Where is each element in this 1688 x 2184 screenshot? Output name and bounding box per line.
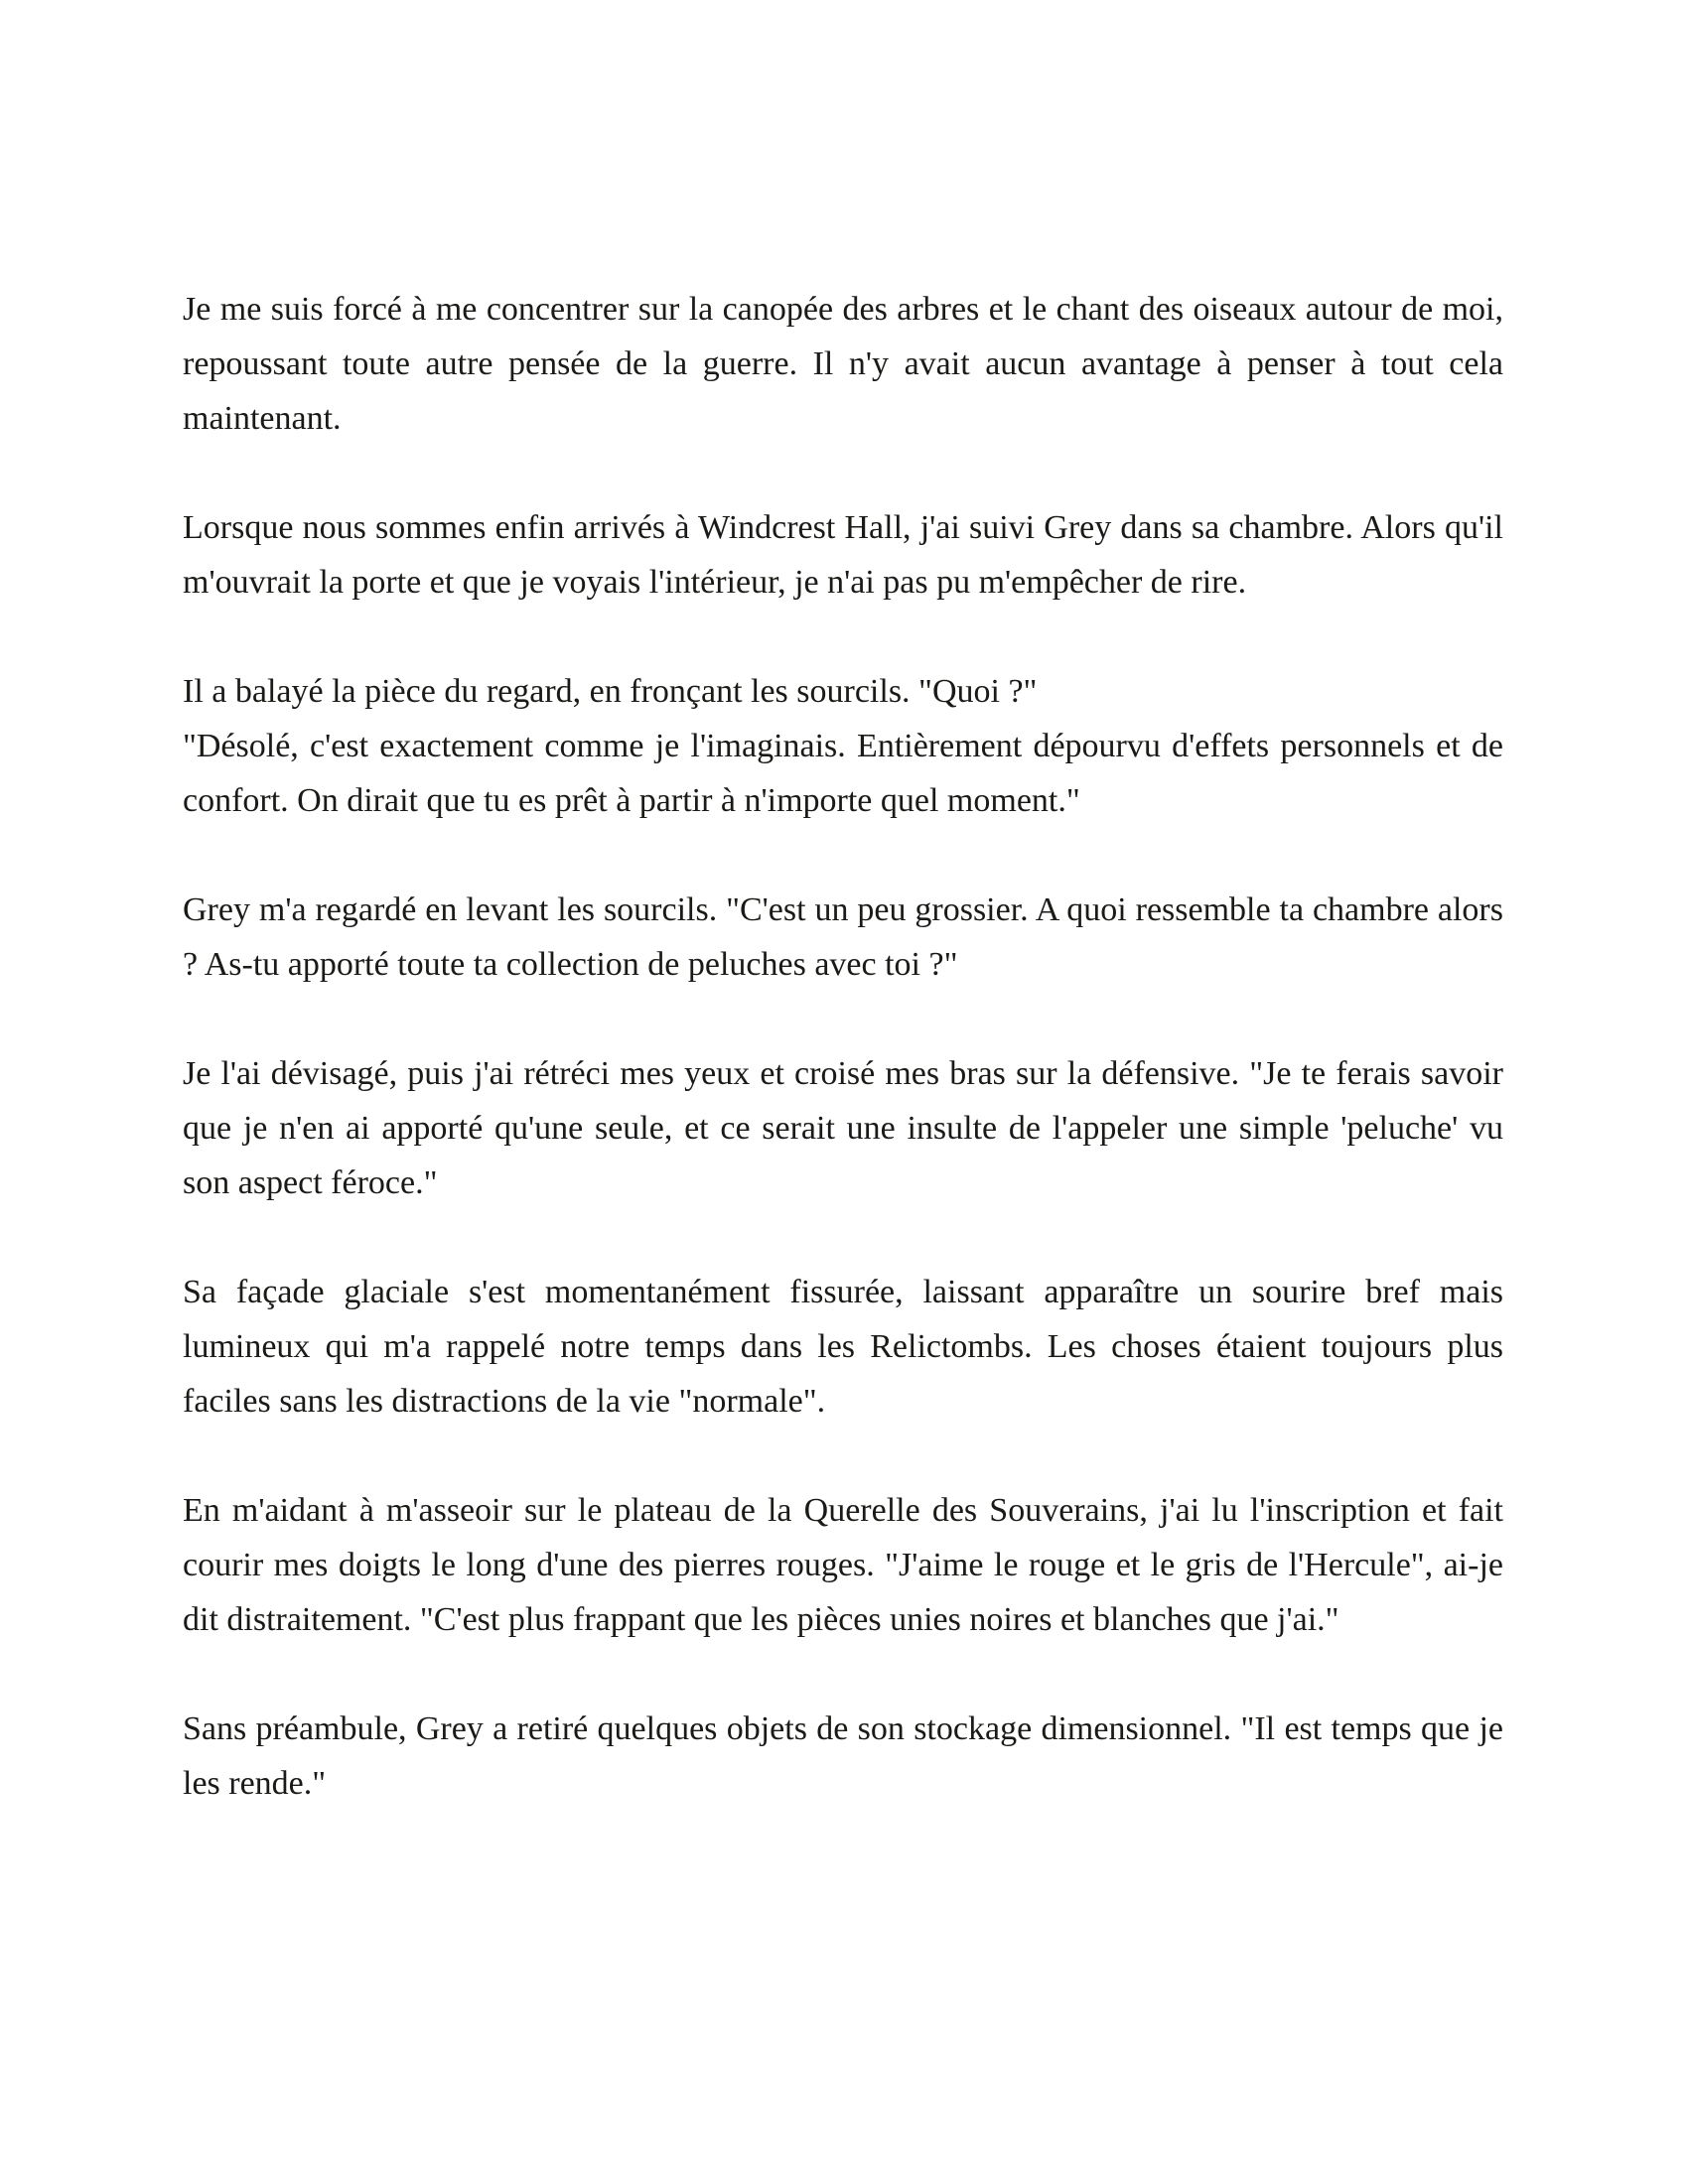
- paragraph-text: Je me suis forcé à me concentrer sur la canopée des arbres et le chant des oiseaux autour de moi, repoussant toute autre pensée de la guerre. Il n'y avait aucun avantage à penser à tout cela maintenant.: [183, 291, 1503, 437]
- paragraph: [183, 1483, 1503, 1647]
- paragraph-text: Lorsque nous sommes enfin arrivés à Windcrest Hall, j'ai suivi Grey dans sa chambre. Alors qu'il m'ouvrait la porte et que je voyais l'intérieur, je n'ai pas pu m'empêcher de rire.: [183, 509, 1503, 601]
- paragraph-text: Je l'ai dévisagé, puis j'ai rétréci mes yeux et croisé mes bras sur la défensive. "Je te ferais savoir que je n'en ai apporté qu'une seule, et ce serait une insulte de l'appeler une simple 'peluche' vu son aspect féroce.": [183, 1055, 1503, 1201]
- paragraph: [183, 1265, 1503, 1429]
- paragraph-text: Sans préambule, Grey a retiré quelques objets de son stockage dimensionnel. "Il est temps que je les rende.": [183, 1710, 1503, 1802]
- paragraph: [183, 1702, 1503, 1811]
- paragraph-text: Sa façade glaciale s'est momentanément fissurée, laissant apparaître un sourire bref mais lumineux qui m'a rappelé notre temps dans les Relictombs. Les choses étaient toujours plus faciles sans les distractions de la vie "normale".: [183, 1274, 1503, 1420]
- paragraph: [183, 664, 1503, 828]
- paragraph: [183, 500, 1503, 610]
- paragraph-text: En m'aidant à m'asseoir sur le plateau de la Querelle des Souverains, j'ai lu l'inscription et fait courir mes doigts le long d'une des pierres rouges. "J'aime le rouge et le gris de l'Hercule", ai-je dit distraitement. "C'est plus frappant que les pièces unies noires et blanches que j'ai.": [183, 1492, 1503, 1638]
- paragraph: [183, 883, 1503, 992]
- paragraph: [183, 1046, 1503, 1210]
- body-text: [183, 282, 1503, 1811]
- paragraph-text: "Désolé, c'est exactement comme je l'imaginais. Entièrement dépourvu d'effets personnels et de confort. On dirait que tu es prêt à partir à n'importe quel moment.": [183, 728, 1503, 819]
- paragraph: [183, 282, 1503, 446]
- paragraph-text: Grey m'a regardé en levant les sourcils. "C'est un peu grossier. A quoi ressemble ta chambre alors ? As-tu apporté toute ta collection de peluches avec toi ?": [183, 891, 1503, 983]
- paragraph-text: Il a balayé la pièce du regard, en fronçant les sourcils. "Quoi ?": [183, 673, 1038, 710]
